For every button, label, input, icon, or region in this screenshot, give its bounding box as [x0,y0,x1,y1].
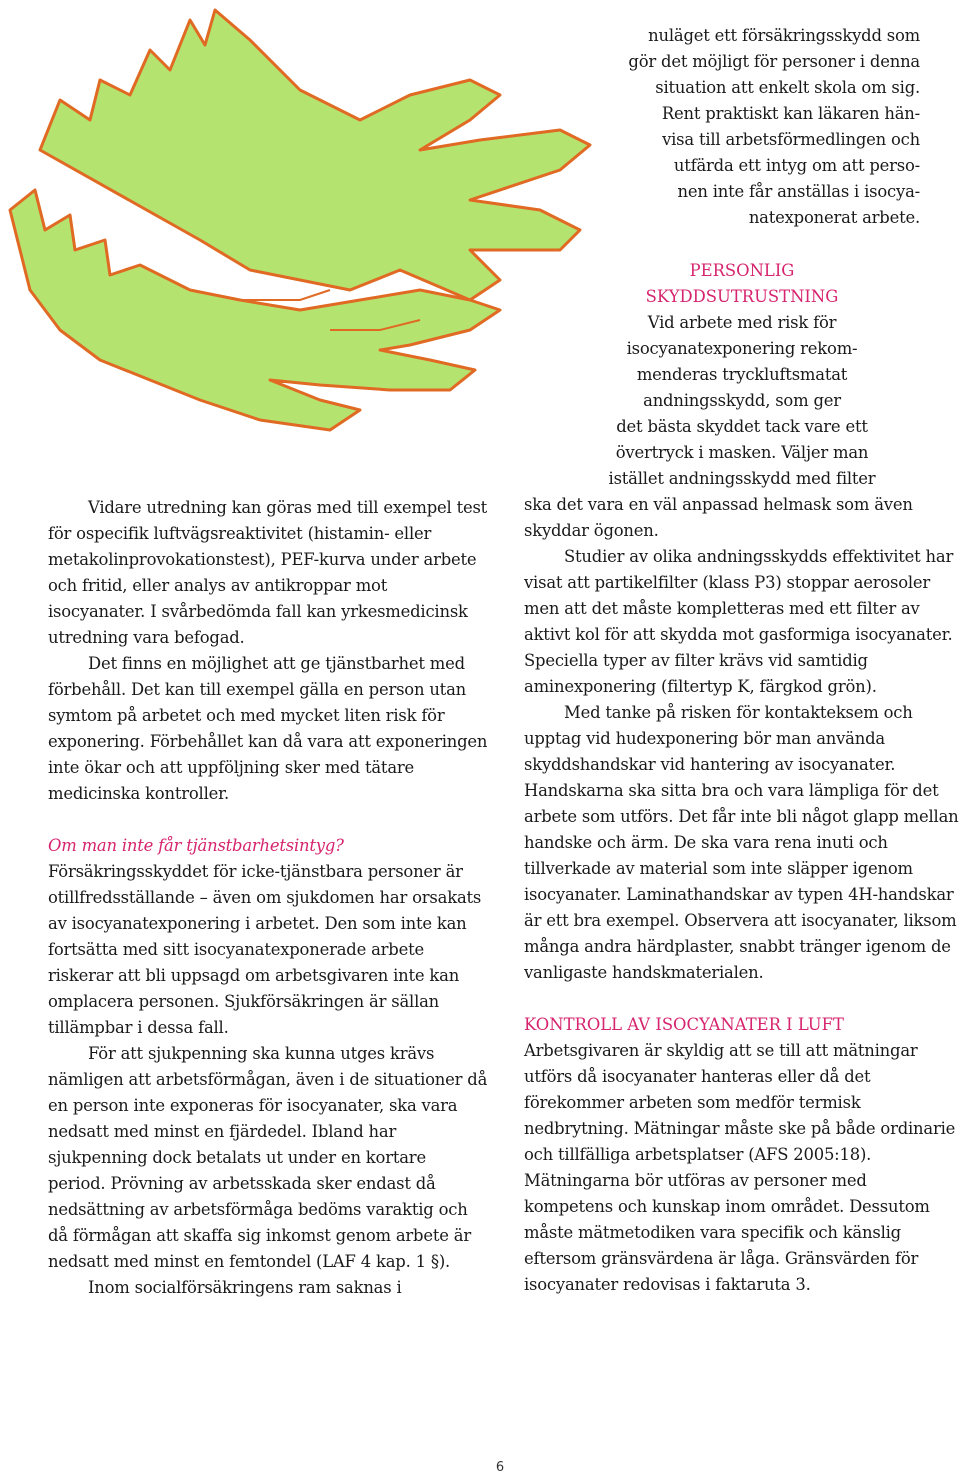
ppe-intro-line: det bästa skyddet tack vare ett [616,417,868,436]
ppe-centered-block [524,258,960,492]
control-paragraph: Arbetsgivaren är skyldig att se till att mätningar utförs då isocyanater hanteras eller då det förekommer arbeten som medför termisk nedbrytning. Mätningar måste ske på både ordinarie och tillfälliga arbetsplatser (AFS 2005:18). Mätningarna bör utföras av personer med kompetens och kunskap inom området. Dessutom måste mätmetodiken vara specifik och känslig eftersom gränsvärdena är låga. Gränsvärden för isocyanater redovisas i faktaruta 3. [524,1041,956,1294]
left-paragraph: För att sjukpenning ska kunna utges krävs nämligen att arbetsförmågan, även i de situationer då en person inte exponeras för isocyanater, ska vara nedsatt med minst en fjärdedel. Ibland har sjukpenning dock betalats ut under en kortare period. Prövning av arbetsskada sker endast då nedsättning av arbetsförmåga bedöms varaktig och då förmågan att skaffa sig inkomst genom arbete är nedsatt med minst en femtondel (LAF 4 kap. 1 §). [48,1044,488,1271]
ppe-intro-line: menderas tryckluftsmatat [636,365,848,384]
right-top-line: nuläget ett försäkringsskydd som [648,26,920,45]
ppe-intro-line: andningsskydd, som ger [643,391,841,410]
glove-back [40,10,590,300]
left-paragraph: Inom socialförsäkringens ram saknas i [88,1278,402,1297]
ppe-intro-line: istället andningsskydd med filter [608,469,876,488]
ppe-intro-line: Vid arbete med risk för [647,313,837,332]
ppe-intro-line: isocyanatexponering rekom- [626,339,858,358]
gloves-illustration [0,0,610,470]
left-subheading: Om man inte får tjänstbarhetsintyg? [48,836,344,855]
right-top-line: situation att enkelt skola om sig. [655,78,920,97]
ppe-intro-line: övertryck i masken. Väljer man [615,443,869,462]
ppe-paragraph: Med tanke på risken för kontakteksem och upptag vid hudexponering bör man använda skyddshandskar vid hantering av isocyanater. Handskarna ska sitta bra och vara lämpliga för det arbete som utförs. Det får inte bli något glapp mellan handske och ärm. De ska vara rena inuti och tillverkade av material som inte släpper igenom isocyanater. Laminathandskar av typen 4H-handskar är ett bra exempel. Observera att isocyanater, liksom många andra härdplaster, snabbt tränger igenom de vanligaste handskmaterialen. [524,703,959,982]
control-heading: KONTROLL AV ISOCYANATER I LUFT [524,1015,844,1034]
ppe-heading-line2: SKYDDSUTRUSTNING [645,287,839,306]
ppe-paragraph: ska det vara en väl anpassad helmask som även skyddar ögonen. [524,495,913,540]
right-top-block [540,23,920,231]
left-paragraph: Det finns en möjlighet att ge tjänstbarhet med förbehåll. Det kan till exempel gälla en person utan symtom på arbetet och med mycket liten risk för exponering. Förbehållet kan då vara att exponeringen inte ökar och att uppföljning sker med tätare medicinska kontroller. [48,654,488,803]
right-top-line: natexponerat arbete. [748,208,920,227]
right-top-line: visa till arbetsförmedlingen och [662,130,920,149]
right-top-line: utfärda ett intyg om att perso- [673,156,920,175]
right-column [524,258,960,1298]
right-top-line: gör det möjligt för personer i denna [628,52,920,71]
left-paragraph: Försäkringsskyddet för icke-tjänstbara personer är otillfredsställande – även om sjukdomen har orsakats av isocyanatexponering i arbetet. Den som inte kan fortsätta med sitt isocyanatexponerade arbete riskerar att bli uppsagd om arbetsgivaren inte kan omplacera personen. Sjukförsäkringen är sällan tillämpbar i dessa fall. [48,862,482,1037]
left-column [48,495,488,1301]
ppe-heading-line1: PERSONLIG [689,261,795,280]
ppe-paragraph: Studier av olika andningsskydds effektivitet har visat att partikelfilter (klass P3) stoppar aerosoler men att det måste kompletteras med ett filter av aktivt kol för att skydda mot gasformiga isocyanater. Speciella typer av filter krävs vid samtidig aminexponering (filtertyp K, färgkod grön). [524,547,954,696]
page-number: 6 [495,1460,505,1475]
right-top-line: Rent praktiskt kan läkaren hän- [661,104,920,123]
right-top-line: nen inte får anställas i isocya- [677,182,920,201]
left-paragraph: Vidare utredning kan göras med till exempel test för ospecifik luftvägsreaktivitet (histamin- eller metakolinprovokationstest), PEF-kurva under arbete och fritid, eller analys av antikroppar mot isocyanater. I svårbedömda fall kan yrkesmedicinsk utredning vara befogad. [48,498,488,647]
